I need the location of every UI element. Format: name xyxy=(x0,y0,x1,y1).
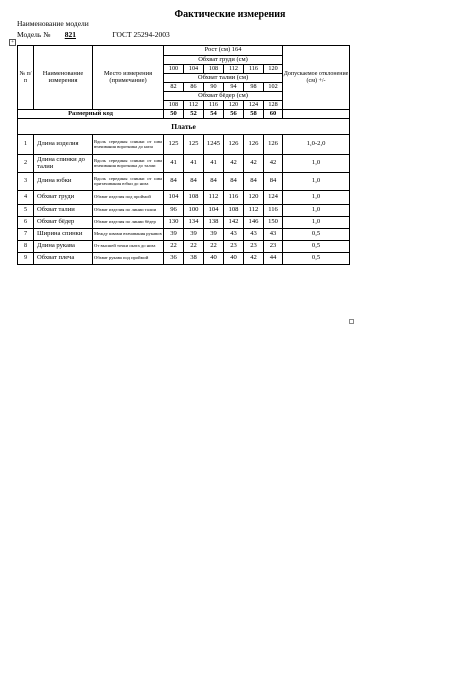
tolerance-value: 1,0 xyxy=(283,155,350,173)
measurement-name: Длина рукава xyxy=(34,241,93,253)
measurement-value: 130 xyxy=(164,217,184,229)
size-code-value: 50 xyxy=(164,110,184,119)
measurement-name: Ширина спинки xyxy=(34,229,93,241)
measurement-value: 138 xyxy=(204,217,224,229)
measurement-value: 22 xyxy=(184,241,204,253)
measurement-value: 22 xyxy=(204,241,224,253)
measurement-value: 125 xyxy=(164,135,184,155)
height-header: Рост (см) 164 xyxy=(164,46,283,56)
col-header-name: Наименование измерения xyxy=(34,46,93,110)
measurement-value: 39 xyxy=(184,229,204,241)
measurement-value: 84 xyxy=(184,173,204,191)
measurement-value: 126 xyxy=(244,135,264,155)
waist-size-value: 82 xyxy=(164,83,184,92)
hip-size-value: 116 xyxy=(204,101,224,110)
measurement-value: 23 xyxy=(264,241,283,253)
measurement-place: Вдоль середины спинки от шва втачивания воротника до низа xyxy=(93,135,164,155)
measurement-value: 146 xyxy=(244,217,264,229)
table-row xyxy=(18,205,350,217)
measurement-value: 23 xyxy=(244,241,264,253)
measurement-value: 42 xyxy=(244,155,264,173)
measurement-value: 44 xyxy=(264,253,283,265)
measurement-value: 1245 xyxy=(204,135,224,155)
measurement-value: 142 xyxy=(224,217,244,229)
measurement-value: 100 xyxy=(184,205,204,217)
chest-size-value: 112 xyxy=(224,65,244,74)
hip-size-value: 128 xyxy=(264,101,283,110)
measurement-value: 42 xyxy=(224,155,244,173)
measurement-value: 104 xyxy=(164,191,184,205)
table-row xyxy=(18,135,350,155)
size-code-value: 56 xyxy=(224,110,244,119)
measurement-value: 120 xyxy=(244,191,264,205)
row-number: 8 xyxy=(18,241,34,253)
measurement-value: 104 xyxy=(204,205,224,217)
measurement-value: 43 xyxy=(264,229,283,241)
table-row xyxy=(18,217,350,229)
measurement-value: 150 xyxy=(264,217,283,229)
measurement-value: 42 xyxy=(244,253,264,265)
measurement-value: 38 xyxy=(184,253,204,265)
measurement-name: Длина спинки до талии xyxy=(34,155,93,173)
chest-header: Обхват груди (см) xyxy=(164,56,283,65)
measurement-value: 134 xyxy=(184,217,204,229)
model-name-label: Наименование модели xyxy=(17,19,89,28)
table-row xyxy=(18,229,350,241)
measurement-value: 116 xyxy=(264,205,283,217)
measurement-place: Вдоль середины спинки от шва втачивания воротника до талии xyxy=(93,155,164,173)
row-number: 9 xyxy=(18,253,34,265)
hip-size-value: 112 xyxy=(184,101,204,110)
col-header-tolerance: Допускаемое отклонение (см) +/- xyxy=(283,46,350,110)
page-title: Фактические измерения xyxy=(174,9,286,20)
measurement-value: 23 xyxy=(224,241,244,253)
gost-standard: ГОСТ 25294-2003 xyxy=(112,30,170,39)
measurement-value: 41 xyxy=(184,155,204,173)
tolerance-value: 0,5 xyxy=(283,229,350,241)
measurement-value: 40 xyxy=(224,253,244,265)
measurement-value: 126 xyxy=(224,135,244,155)
size-code-label: Размерный код xyxy=(18,110,164,119)
hip-size-value: 108 xyxy=(164,101,184,110)
measurement-value: 43 xyxy=(244,229,264,241)
measurement-value: 41 xyxy=(164,155,184,173)
chest-size-value: 100 xyxy=(164,65,184,74)
tolerance-value: 1,0 xyxy=(283,173,350,191)
measurement-name: Обхват бёдер xyxy=(34,217,93,229)
waist-size-value: 90 xyxy=(204,83,224,92)
col-header-number: № п/п xyxy=(18,46,34,110)
measurement-value: 84 xyxy=(164,173,184,191)
table-row xyxy=(18,241,350,253)
size-code-value: 58 xyxy=(244,110,264,119)
measurement-value: 36 xyxy=(164,253,184,265)
waist-size-value: 86 xyxy=(184,83,204,92)
measurement-value: 39 xyxy=(204,229,224,241)
measurement-value: 42 xyxy=(264,155,283,173)
row-number: 2 xyxy=(18,155,34,173)
chest-size-value: 108 xyxy=(204,65,224,74)
table-row xyxy=(18,155,350,173)
measurement-name: Обхват груди xyxy=(34,191,93,205)
row-number: 4 xyxy=(18,191,34,205)
measurement-value: 84 xyxy=(244,173,264,191)
waist-size-value: 94 xyxy=(224,83,244,92)
measurement-value: 96 xyxy=(164,205,184,217)
measurement-value: 116 xyxy=(224,191,244,205)
tolerance-value: 1,0 xyxy=(283,217,350,229)
measurement-value: 124 xyxy=(264,191,283,205)
waist-size-value: 102 xyxy=(264,83,283,92)
measurement-value: 112 xyxy=(244,205,264,217)
measurement-value: 84 xyxy=(204,173,224,191)
measurement-value: 43 xyxy=(224,229,244,241)
tolerance-value: 0,5 xyxy=(283,253,350,265)
end-of-table-marker xyxy=(349,319,354,324)
measurement-place: Обхват изделия по линии бёдер xyxy=(93,217,164,229)
measurement-value: 84 xyxy=(264,173,283,191)
size-code-value: 54 xyxy=(204,110,224,119)
size-code-tolerance-empty xyxy=(283,110,350,119)
measurement-place: Между швами втачивания рукавов xyxy=(93,229,164,241)
chest-size-value: 120 xyxy=(264,65,283,74)
hip-size-value: 124 xyxy=(244,101,264,110)
hip-header: Обхват бёдер (см) xyxy=(164,92,283,101)
model-label: Модель № xyxy=(17,30,51,39)
measurement-name: Обхват плеча xyxy=(34,253,93,265)
waist-size-value: 98 xyxy=(244,83,264,92)
tolerance-value: 0,5 xyxy=(283,241,350,253)
waist-header: Обхват талии (см) xyxy=(164,74,283,83)
row-number: 1 xyxy=(18,135,34,155)
measurement-place: Обхват рукава под проймой xyxy=(93,253,164,265)
measurement-value: 108 xyxy=(224,205,244,217)
measurement-value: 125 xyxy=(184,135,204,155)
hip-size-value: 120 xyxy=(224,101,244,110)
measurement-value: 126 xyxy=(264,135,283,155)
measurement-value: 84 xyxy=(224,173,244,191)
measurement-place: От высшей точки оката до низа xyxy=(93,241,164,253)
measurement-place: Обхват изделия под проймой xyxy=(93,191,164,205)
col-header-place: Место измерения (примечание) xyxy=(93,46,164,110)
table-row xyxy=(18,173,350,191)
measurement-name: Длина изделия xyxy=(34,135,93,155)
measurement-value: 41 xyxy=(204,155,224,173)
measurement-value: 39 xyxy=(164,229,184,241)
measurement-name: Обхват талии xyxy=(34,205,93,217)
table-row xyxy=(18,191,350,205)
chest-size-value: 116 xyxy=(244,65,264,74)
row-number: 6 xyxy=(18,217,34,229)
row-number: 3 xyxy=(18,173,34,191)
tolerance-value: 1,0 xyxy=(283,205,350,217)
chest-size-value: 104 xyxy=(184,65,204,74)
row-number: 7 xyxy=(18,229,34,241)
table-move-handle-icon[interactable]: + xyxy=(9,39,16,46)
measurement-place: Обхват изделия по линии талии xyxy=(93,205,164,217)
measurement-value: 40 xyxy=(204,253,224,265)
section-title: Платье xyxy=(18,119,350,135)
size-code-value: 52 xyxy=(184,110,204,119)
model-line xyxy=(17,30,170,39)
measurement-value: 112 xyxy=(204,191,224,205)
measurement-place: Вдоль середины спинки от шва притачивания юбки до низа xyxy=(93,173,164,191)
measurements-table xyxy=(17,45,350,265)
model-number: 821 xyxy=(64,30,76,39)
measurement-name: Длина юбки xyxy=(34,173,93,191)
row-number: 5 xyxy=(18,205,34,217)
measurement-value: 22 xyxy=(164,241,184,253)
measurement-value: 108 xyxy=(184,191,204,205)
tolerance-value: 1,0-2,0 xyxy=(283,135,350,155)
table-row xyxy=(18,253,350,265)
tolerance-value: 1,0 xyxy=(283,191,350,205)
size-code-value: 60 xyxy=(264,110,283,119)
